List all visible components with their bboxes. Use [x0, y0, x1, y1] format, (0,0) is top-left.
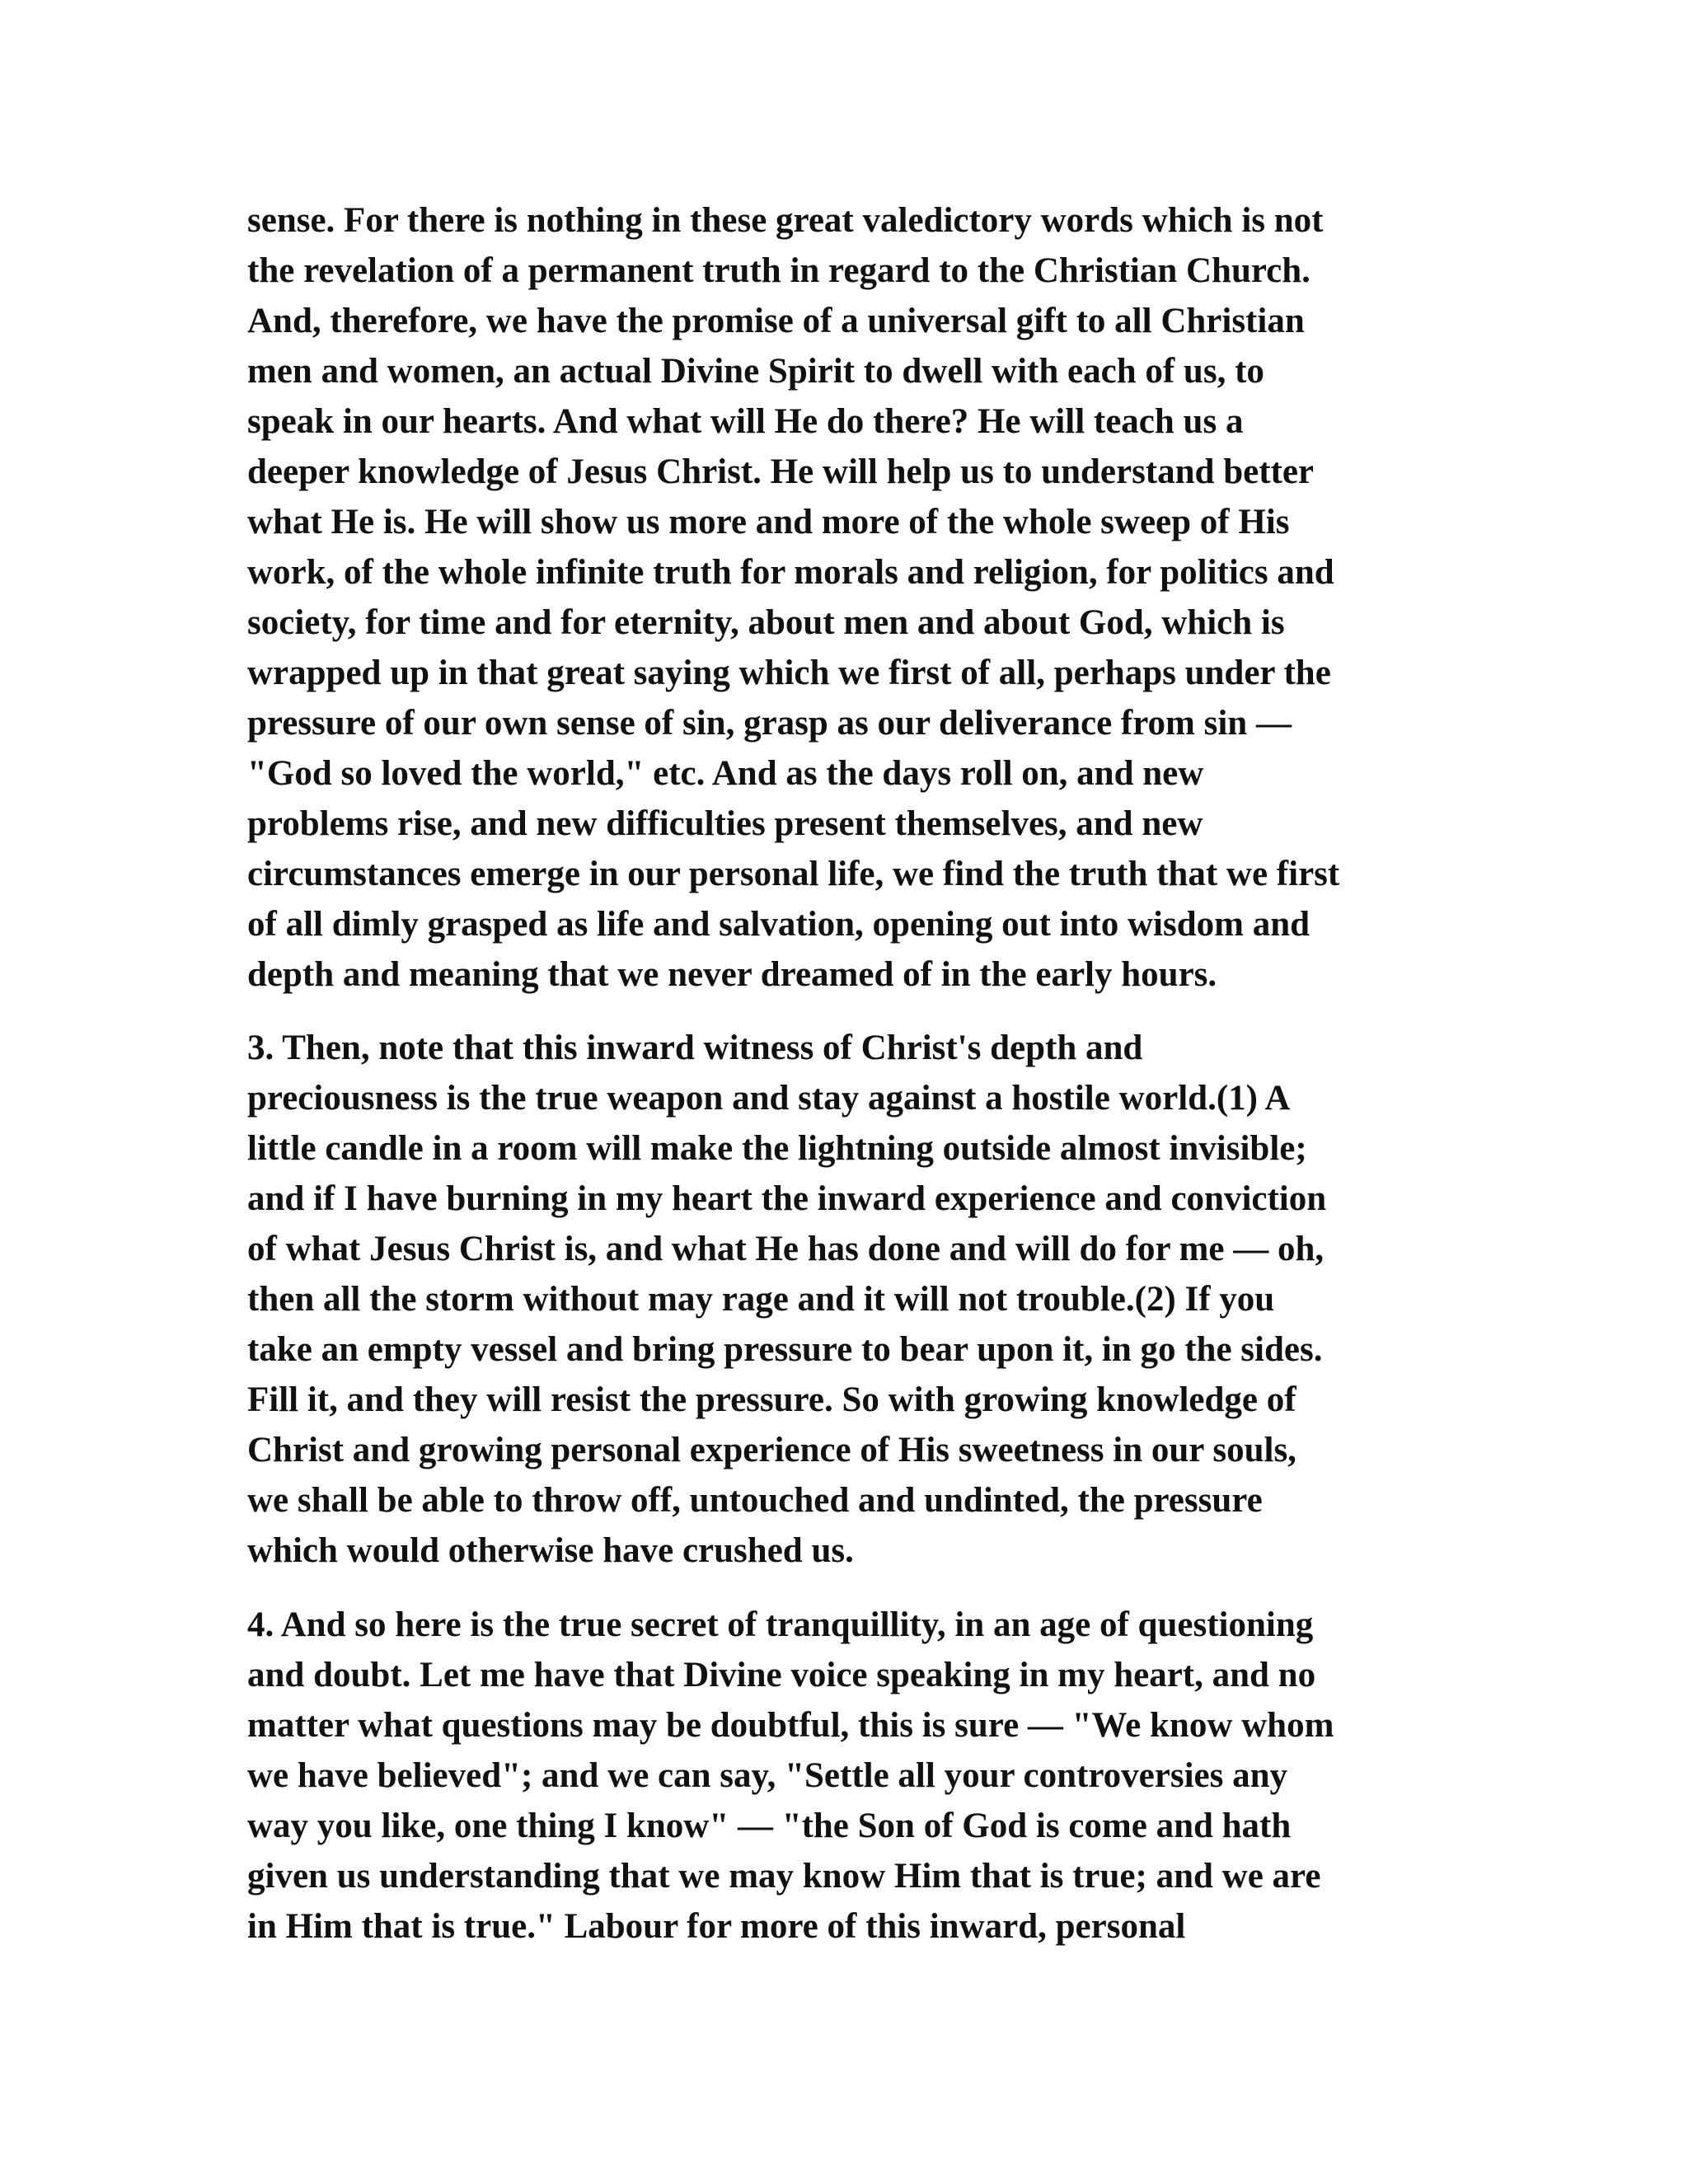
- text-line: sense. For there is nothing in these great valedictory words which is not: [247, 201, 1324, 240]
- paragraph-2: [247, 1023, 1451, 1576]
- text-line: society, for time and for eternity, about men and about God, which is: [247, 603, 1285, 642]
- text-line: preciousness is the true weapon and stay against a hostile world.(1) A: [247, 1079, 1291, 1118]
- text-line: depth and meaning that we never dreamed of in the early hours.: [247, 955, 1217, 994]
- text-line: then all the storm without may rage and it will not trouble.(2) If you: [247, 1280, 1275, 1319]
- text-line: of all dimly grasped as life and salvation, opening out into wisdom and: [247, 905, 1311, 944]
- text-line: in Him that is true." Labour for more of this inward, personal: [247, 1907, 1186, 1946]
- text-line: we have believed"; and we can say, "Settle all your controversies any: [247, 1756, 1288, 1795]
- text-line: problems rise, and new difficulties present themselves, and new: [247, 804, 1203, 843]
- text-line: work, of the whole infinite truth for morals and religion, for politics and: [247, 553, 1334, 592]
- text-line: and doubt. Let me have that Divine voice speaking in my heart, and no: [247, 1656, 1316, 1694]
- text-line: 4. And so here is the true secret of tranquillity, in an age of questioning: [247, 1605, 1314, 1644]
- text-line: Fill it, and they will resist the pressure. So with growing knowledge of: [247, 1380, 1296, 1419]
- text-line: 3. Then, note that this inward witness of Christ's depth and: [247, 1029, 1143, 1067]
- text-line: And, therefore, we have the promise of a universal gift to all Christian: [247, 302, 1305, 340]
- text-line: little candle in a room will make the lightning outside almost invisible;: [247, 1129, 1307, 1168]
- text-line: men and women, an actual Divine Spirit to dwell with each of us, to: [247, 352, 1264, 391]
- text-line: speak in our hearts. And what will He do there? He will teach us a: [247, 402, 1244, 441]
- text-line: wrapped up in that great saying which we first of all, perhaps under the: [247, 654, 1331, 692]
- text-line: and if I have burning in my heart the inward experience and conviction: [247, 1179, 1327, 1218]
- text-line: matter what questions may be doubtful, this is sure — "We know whom: [247, 1706, 1334, 1745]
- text-line: circumstances emerge in our personal life, we find the truth that we first: [247, 855, 1340, 893]
- text-line: the revelation of a permanent truth in regard to the Christian Church.: [247, 251, 1311, 290]
- text-line: what He is. He will show us more and more of the whole sweep of His: [247, 503, 1290, 541]
- paragraph-3: [247, 1600, 1451, 1952]
- text-line: "God so loved the world," etc. And as the days roll on, and new: [247, 754, 1204, 793]
- paragraph-1: [247, 195, 1451, 1000]
- text-line: which would otherwise have crushed us.: [247, 1531, 854, 1570]
- text-line: given us understanding that we may know Him that is true; and we are: [247, 1857, 1321, 1896]
- text-line: Christ and growing personal experience of His sweetness in our souls,: [247, 1431, 1296, 1469]
- text-line: way you like, one thing I know" — "the Son of God is come and hath: [247, 1807, 1292, 1845]
- text-line: pressure of our own sense of sin, grasp as our deliverance from sin —: [247, 704, 1292, 743]
- text-line: we shall be able to throw off, untouched and undinted, the pressure: [247, 1481, 1263, 1520]
- text-line: of what Jesus Christ is, and what He has done and will do for me — oh,: [247, 1230, 1325, 1268]
- text-line: deeper knowledge of Jesus Christ. He will help us to understand better: [247, 452, 1315, 491]
- text-line: take an empty vessel and bring pressure to bear upon it, in go the sides.: [247, 1330, 1323, 1369]
